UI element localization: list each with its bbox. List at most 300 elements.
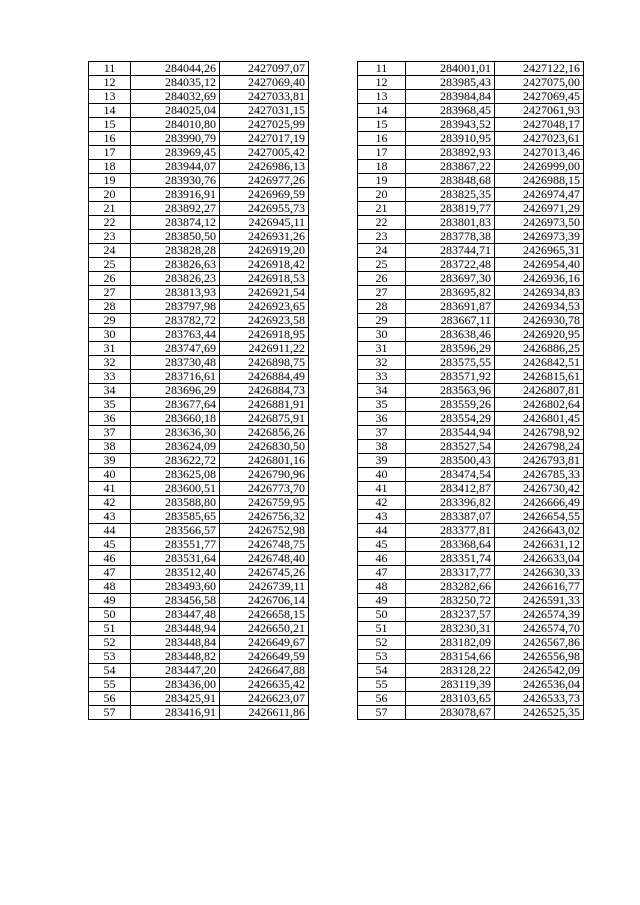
x-coordinate-cell: 283867,22: [406, 160, 495, 174]
x-coordinate-cell: 283763,44: [131, 328, 220, 342]
table-row: [89, 272, 309, 286]
point-number-cell: 55: [358, 678, 406, 692]
y-coordinate-cell: 2427033,81: [220, 90, 309, 104]
y-coordinate-cell: 2426999,00: [495, 160, 584, 174]
table-row: [89, 202, 309, 216]
y-coordinate-cell: 2426884,49: [220, 370, 309, 384]
x-coordinate-cell: 283447,20: [131, 664, 220, 678]
y-coordinate-cell: 2426886,25: [495, 342, 584, 356]
point-number-cell: 12: [358, 76, 406, 90]
table-row: [89, 356, 309, 370]
point-number-cell: 19: [89, 174, 131, 188]
y-coordinate-cell: 2427048,17: [495, 118, 584, 132]
x-coordinate-cell: 283747,69: [131, 342, 220, 356]
y-coordinate-cell: 2426934,83: [495, 286, 584, 300]
x-coordinate-cell: 283826,63: [131, 258, 220, 272]
x-coordinate-cell: 283527,54: [406, 440, 495, 454]
x-coordinate-cell: 284032,69: [131, 90, 220, 104]
y-coordinate-cell: 2426633,04: [495, 552, 584, 566]
y-coordinate-cell: 2426974,47: [495, 188, 584, 202]
y-coordinate-cell: 2426536,04: [495, 678, 584, 692]
x-coordinate-cell: 283078,67: [406, 706, 495, 720]
x-coordinate-cell: 283425,91: [131, 692, 220, 706]
point-number-cell: 34: [89, 384, 131, 398]
y-coordinate-cell: 2426574,70: [495, 622, 584, 636]
table-row: [358, 76, 584, 90]
x-coordinate-cell: 283874,12: [131, 216, 220, 230]
y-coordinate-cell: 2426649,67: [220, 636, 309, 650]
table-row: [89, 538, 309, 552]
point-number-cell: 17: [89, 146, 131, 160]
y-coordinate-cell: 2426649,59: [220, 650, 309, 664]
point-number-cell: 21: [358, 202, 406, 216]
y-coordinate-cell: 2426798,24: [495, 440, 584, 454]
y-coordinate-cell: 2426567,86: [495, 636, 584, 650]
table-row: [358, 524, 584, 538]
table-row: [89, 412, 309, 426]
table-row: [89, 174, 309, 188]
x-coordinate-cell: 283984,84: [406, 90, 495, 104]
y-coordinate-cell: 2426658,15: [220, 608, 309, 622]
point-number-cell: 43: [89, 510, 131, 524]
table-row: [89, 188, 309, 202]
point-number-cell: 13: [89, 90, 131, 104]
y-coordinate-cell: 2427017,19: [220, 132, 309, 146]
y-coordinate-cell: 2426830,50: [220, 440, 309, 454]
table-row: [89, 496, 309, 510]
point-number-cell: 14: [89, 104, 131, 118]
point-number-cell: 51: [89, 622, 131, 636]
table-row: [358, 608, 584, 622]
y-coordinate-cell: 2426802,64: [495, 398, 584, 412]
table-row: [358, 272, 584, 286]
table-row: [358, 286, 584, 300]
table-row: [89, 90, 309, 104]
y-coordinate-cell: 2426936,16: [495, 272, 584, 286]
point-number-cell: 35: [89, 398, 131, 412]
x-coordinate-cell: 283667,11: [406, 314, 495, 328]
table-row: [358, 496, 584, 510]
x-coordinate-cell: 283416,91: [131, 706, 220, 720]
y-coordinate-cell: 2426773,70: [220, 482, 309, 496]
x-coordinate-cell: 283448,94: [131, 622, 220, 636]
x-coordinate-cell: 283910,95: [406, 132, 495, 146]
table-row: [89, 342, 309, 356]
table-row: [89, 370, 309, 384]
table-row: [89, 594, 309, 608]
x-coordinate-cell: 283377,81: [406, 524, 495, 538]
point-number-cell: 25: [358, 258, 406, 272]
x-coordinate-cell: 284035,12: [131, 76, 220, 90]
point-number-cell: 44: [89, 524, 131, 538]
x-coordinate-cell: 283447,48: [131, 608, 220, 622]
table-row: [358, 622, 584, 636]
y-coordinate-cell: 2427025,99: [220, 118, 309, 132]
x-coordinate-cell: 283436,00: [131, 678, 220, 692]
x-coordinate-cell: 283636,30: [131, 426, 220, 440]
point-number-cell: 56: [358, 692, 406, 706]
x-coordinate-cell: 283531,64: [131, 552, 220, 566]
table-row: [358, 174, 584, 188]
table-row: [358, 580, 584, 594]
table-row: [358, 300, 584, 314]
point-number-cell: 15: [358, 118, 406, 132]
y-coordinate-cell: 2427069,40: [220, 76, 309, 90]
point-number-cell: 38: [89, 440, 131, 454]
table-row: [358, 356, 584, 370]
table-row: [358, 566, 584, 580]
point-number-cell: 50: [89, 608, 131, 622]
coordinate-table-right: [357, 61, 584, 720]
x-coordinate-cell: 283660,18: [131, 412, 220, 426]
y-coordinate-cell: 2426923,58: [220, 314, 309, 328]
table-row: [358, 230, 584, 244]
x-coordinate-cell: 283282,66: [406, 580, 495, 594]
y-coordinate-cell: 2426842,51: [495, 356, 584, 370]
x-coordinate-cell: 283990,79: [131, 132, 220, 146]
y-coordinate-cell: 2426793,81: [495, 454, 584, 468]
y-coordinate-cell: 2426748,75: [220, 538, 309, 552]
y-coordinate-cell: 2426666,49: [495, 496, 584, 510]
y-coordinate-cell: 2426798,92: [495, 426, 584, 440]
y-coordinate-cell: 2426739,11: [220, 580, 309, 594]
point-number-cell: 39: [89, 454, 131, 468]
x-coordinate-cell: 283696,29: [131, 384, 220, 398]
x-coordinate-cell: 283813,93: [131, 286, 220, 300]
y-coordinate-cell: 2426920,95: [495, 328, 584, 342]
x-coordinate-cell: 283412,87: [406, 482, 495, 496]
table-row: [89, 286, 309, 300]
point-number-cell: 29: [89, 314, 131, 328]
y-coordinate-cell: 2426921,54: [220, 286, 309, 300]
table-row: [358, 538, 584, 552]
table-row: [358, 90, 584, 104]
point-number-cell: 32: [89, 356, 131, 370]
point-number-cell: 11: [358, 62, 406, 76]
x-coordinate-cell: 283625,08: [131, 468, 220, 482]
point-number-cell: 24: [358, 244, 406, 258]
x-coordinate-cell: 283596,29: [406, 342, 495, 356]
x-coordinate-cell: 283154,66: [406, 650, 495, 664]
point-number-cell: 30: [358, 328, 406, 342]
point-number-cell: 50: [358, 608, 406, 622]
x-coordinate-cell: 283554,29: [406, 412, 495, 426]
x-coordinate-cell: 283368,64: [406, 538, 495, 552]
table-row: [89, 62, 309, 76]
y-coordinate-cell: 2426745,26: [220, 566, 309, 580]
y-coordinate-cell: 2427075,00: [495, 76, 584, 90]
point-number-cell: 44: [358, 524, 406, 538]
point-number-cell: 27: [358, 286, 406, 300]
y-coordinate-cell: 2426911,22: [220, 342, 309, 356]
table-row: [89, 216, 309, 230]
y-coordinate-cell: 2426884,73: [220, 384, 309, 398]
x-coordinate-cell: 283128,22: [406, 664, 495, 678]
y-coordinate-cell: 2426623,07: [220, 692, 309, 706]
point-number-cell: 55: [89, 678, 131, 692]
point-number-cell: 47: [358, 566, 406, 580]
y-coordinate-cell: 2426918,53: [220, 272, 309, 286]
y-coordinate-cell: 2426650,21: [220, 622, 309, 636]
y-coordinate-cell: 2426706,14: [220, 594, 309, 608]
point-number-cell: 14: [358, 104, 406, 118]
table-row: [89, 244, 309, 258]
table-row: [89, 426, 309, 440]
table-row: [358, 244, 584, 258]
x-coordinate-cell: 283677,64: [131, 398, 220, 412]
x-coordinate-cell: 284025,04: [131, 104, 220, 118]
coordinate-table-body: [358, 62, 584, 720]
x-coordinate-cell: 283387,07: [406, 510, 495, 524]
x-coordinate-cell: 284044,26: [131, 62, 220, 76]
table-row: [89, 118, 309, 132]
coordinate-table-left: [88, 61, 309, 720]
x-coordinate-cell: 283571,92: [406, 370, 495, 384]
point-number-cell: 41: [358, 482, 406, 496]
point-number-cell: 43: [358, 510, 406, 524]
point-number-cell: 40: [89, 468, 131, 482]
y-coordinate-cell: 2426918,42: [220, 258, 309, 272]
table-row: [358, 328, 584, 342]
table-row: [89, 510, 309, 524]
y-coordinate-cell: 2426525,35: [495, 706, 584, 720]
x-coordinate-cell: 283730,48: [131, 356, 220, 370]
table-row: [358, 412, 584, 426]
table-row: [358, 314, 584, 328]
table-row: [89, 580, 309, 594]
point-number-cell: 27: [89, 286, 131, 300]
table-row: [358, 650, 584, 664]
x-coordinate-cell: 283230,31: [406, 622, 495, 636]
table-row: [358, 636, 584, 650]
y-coordinate-cell: 2427013,46: [495, 146, 584, 160]
x-coordinate-cell: 283848,68: [406, 174, 495, 188]
point-number-cell: 28: [89, 300, 131, 314]
point-number-cell: 45: [89, 538, 131, 552]
table-row: [89, 468, 309, 482]
table-row: [358, 188, 584, 202]
table-row: [89, 160, 309, 174]
table-row: [89, 398, 309, 412]
point-number-cell: 30: [89, 328, 131, 342]
table-row: [89, 328, 309, 342]
point-number-cell: 47: [89, 566, 131, 580]
point-number-cell: 33: [89, 370, 131, 384]
point-number-cell: 20: [89, 188, 131, 202]
x-coordinate-cell: 283828,28: [131, 244, 220, 258]
y-coordinate-cell: 2426965,31: [495, 244, 584, 258]
x-coordinate-cell: 283493,60: [131, 580, 220, 594]
y-coordinate-cell: 2426807,81: [495, 384, 584, 398]
y-coordinate-cell: 2426898,75: [220, 356, 309, 370]
x-coordinate-cell: 283638,46: [406, 328, 495, 342]
table-row: [89, 622, 309, 636]
point-number-cell: 18: [358, 160, 406, 174]
y-coordinate-cell: 2426756,32: [220, 510, 309, 524]
x-coordinate-cell: 283566,57: [131, 524, 220, 538]
x-coordinate-cell: 283943,52: [406, 118, 495, 132]
x-coordinate-cell: 283850,50: [131, 230, 220, 244]
y-coordinate-cell: 2426785,33: [495, 468, 584, 482]
point-number-cell: 37: [358, 426, 406, 440]
x-coordinate-cell: 283563,96: [406, 384, 495, 398]
point-number-cell: 11: [89, 62, 131, 76]
point-number-cell: 41: [89, 482, 131, 496]
x-coordinate-cell: 283512,40: [131, 566, 220, 580]
x-coordinate-cell: 283575,55: [406, 356, 495, 370]
point-number-cell: 52: [89, 636, 131, 650]
table-row: [89, 300, 309, 314]
x-coordinate-cell: 283782,72: [131, 314, 220, 328]
table-row: [358, 552, 584, 566]
point-number-cell: 26: [358, 272, 406, 286]
table-row: [358, 706, 584, 720]
point-number-cell: 22: [89, 216, 131, 230]
y-coordinate-cell: 2426643,02: [495, 524, 584, 538]
x-coordinate-cell: 283892,93: [406, 146, 495, 160]
x-coordinate-cell: 283551,77: [131, 538, 220, 552]
x-coordinate-cell: 283585,65: [131, 510, 220, 524]
table-row: [89, 454, 309, 468]
table-row: [89, 524, 309, 538]
table-row: [89, 552, 309, 566]
x-coordinate-cell: 283500,43: [406, 454, 495, 468]
y-coordinate-cell: 2426973,50: [495, 216, 584, 230]
y-coordinate-cell: 2427122,16: [495, 62, 584, 76]
table-row: [358, 132, 584, 146]
y-coordinate-cell: 2426973,39: [495, 230, 584, 244]
y-coordinate-cell: 2427023,61: [495, 132, 584, 146]
y-coordinate-cell: 2426556,98: [495, 650, 584, 664]
point-number-cell: 57: [358, 706, 406, 720]
point-number-cell: 33: [358, 370, 406, 384]
point-number-cell: 36: [89, 412, 131, 426]
y-coordinate-cell: 2426730,42: [495, 482, 584, 496]
y-coordinate-cell: 2426654,55: [495, 510, 584, 524]
point-number-cell: 45: [358, 538, 406, 552]
table-row: [358, 664, 584, 678]
table-row: [358, 202, 584, 216]
table-row: [89, 650, 309, 664]
x-coordinate-cell: 283916,91: [131, 188, 220, 202]
point-number-cell: 15: [89, 118, 131, 132]
y-coordinate-cell: 2426919,20: [220, 244, 309, 258]
y-coordinate-cell: 2426969,59: [220, 188, 309, 202]
y-coordinate-cell: 2426977,26: [220, 174, 309, 188]
table-row: [358, 62, 584, 76]
table-row: [358, 342, 584, 356]
table-row: [358, 370, 584, 384]
table-row: [358, 384, 584, 398]
y-coordinate-cell: 2426574,39: [495, 608, 584, 622]
y-coordinate-cell: 2427031,15: [220, 104, 309, 118]
x-coordinate-cell: 284010,80: [131, 118, 220, 132]
point-number-cell: 17: [358, 146, 406, 160]
coordinate-table-body: [89, 62, 309, 720]
x-coordinate-cell: 283969,45: [131, 146, 220, 160]
point-number-cell: 21: [89, 202, 131, 216]
x-coordinate-cell: 283448,84: [131, 636, 220, 650]
table-row: [89, 146, 309, 160]
y-coordinate-cell: 2426759,95: [220, 496, 309, 510]
table-row: [89, 76, 309, 90]
table-row: [89, 706, 309, 720]
table-row: [89, 132, 309, 146]
y-coordinate-cell: 2426533,73: [495, 692, 584, 706]
point-number-cell: 35: [358, 398, 406, 412]
point-number-cell: 40: [358, 468, 406, 482]
table-row: [358, 398, 584, 412]
x-coordinate-cell: 283944,07: [131, 160, 220, 174]
table-row: [358, 160, 584, 174]
y-coordinate-cell: 2427097,07: [220, 62, 309, 76]
point-number-cell: 31: [89, 342, 131, 356]
x-coordinate-cell: 283624,09: [131, 440, 220, 454]
x-coordinate-cell: 283716,61: [131, 370, 220, 384]
y-coordinate-cell: 2427069,45: [495, 90, 584, 104]
x-coordinate-cell: 283103,65: [406, 692, 495, 706]
point-number-cell: 31: [358, 342, 406, 356]
y-coordinate-cell: 2426971,29: [495, 202, 584, 216]
y-coordinate-cell: 2426635,42: [220, 678, 309, 692]
x-coordinate-cell: 283119,39: [406, 678, 495, 692]
y-coordinate-cell: 2426931,26: [220, 230, 309, 244]
table-row: [89, 104, 309, 118]
y-coordinate-cell: 2426923,65: [220, 300, 309, 314]
y-coordinate-cell: 2426954,40: [495, 258, 584, 272]
x-coordinate-cell: 283600,51: [131, 482, 220, 496]
point-number-cell: 48: [358, 580, 406, 594]
point-number-cell: 37: [89, 426, 131, 440]
table-row: [89, 440, 309, 454]
point-number-cell: 25: [89, 258, 131, 272]
y-coordinate-cell: 2426647,88: [220, 664, 309, 678]
y-coordinate-cell: 2426616,77: [495, 580, 584, 594]
table-row: [89, 678, 309, 692]
table-row: [89, 482, 309, 496]
x-coordinate-cell: 283697,30: [406, 272, 495, 286]
x-coordinate-cell: 283588,80: [131, 496, 220, 510]
table-row: [89, 566, 309, 580]
x-coordinate-cell: 283930,76: [131, 174, 220, 188]
point-number-cell: 46: [358, 552, 406, 566]
table-row: [89, 692, 309, 706]
point-number-cell: 57: [89, 706, 131, 720]
x-coordinate-cell: 283474,54: [406, 468, 495, 482]
x-coordinate-cell: 283778,38: [406, 230, 495, 244]
table-row: [358, 258, 584, 272]
table-row: [358, 510, 584, 524]
point-number-cell: 16: [89, 132, 131, 146]
x-coordinate-cell: 283448,82: [131, 650, 220, 664]
y-coordinate-cell: 2426930,78: [495, 314, 584, 328]
point-number-cell: 32: [358, 356, 406, 370]
y-coordinate-cell: 2426934,53: [495, 300, 584, 314]
table-row: [358, 482, 584, 496]
y-coordinate-cell: 2426542,09: [495, 664, 584, 678]
point-number-cell: 19: [358, 174, 406, 188]
x-coordinate-cell: 283396,82: [406, 496, 495, 510]
x-coordinate-cell: 283968,45: [406, 104, 495, 118]
table-row: [358, 692, 584, 706]
x-coordinate-cell: 283801,83: [406, 216, 495, 230]
x-coordinate-cell: 283250,72: [406, 594, 495, 608]
point-number-cell: 26: [89, 272, 131, 286]
point-number-cell: 53: [89, 650, 131, 664]
y-coordinate-cell: 2426752,98: [220, 524, 309, 538]
y-coordinate-cell: 2426631,12: [495, 538, 584, 552]
point-number-cell: 20: [358, 188, 406, 202]
